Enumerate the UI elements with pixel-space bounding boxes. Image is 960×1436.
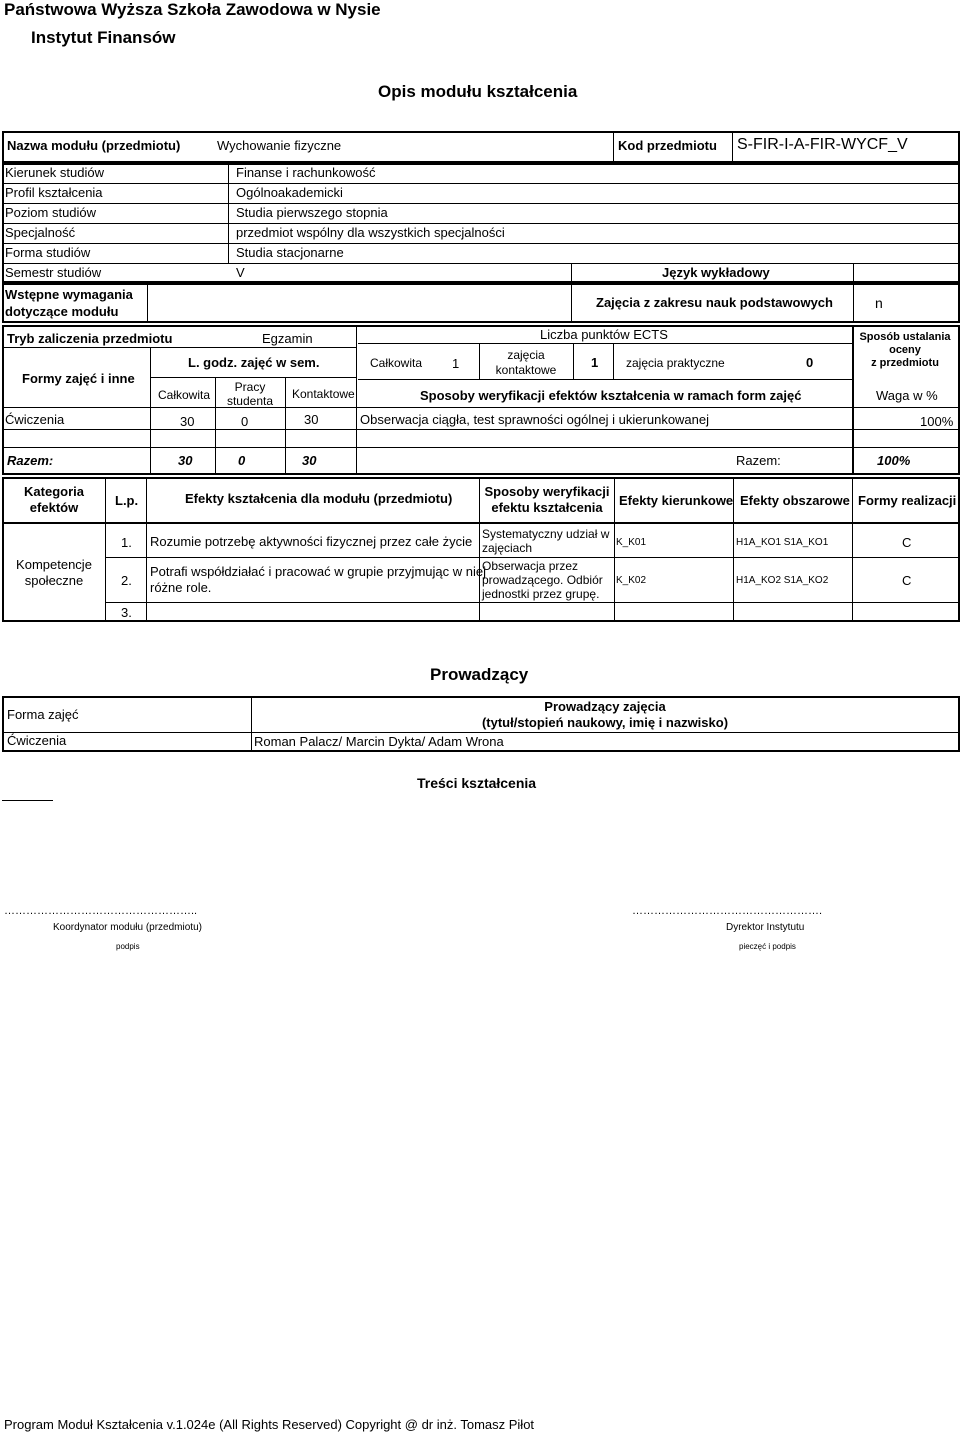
divider (2, 732, 960, 733)
outcome-verification: Obserwacja przez (482, 559, 579, 573)
divider (613, 343, 614, 379)
ects-practical-value: 0 (806, 355, 814, 370)
outcome-lp: 3. (121, 605, 132, 620)
teachers-title: Prowadzący (430, 665, 529, 684)
outcome-lp: 1. (121, 535, 132, 550)
weight-label: Waga w % (876, 388, 938, 403)
form-weight: 100% (920, 414, 954, 429)
form-student: 0 (241, 414, 249, 429)
divider (853, 263, 854, 283)
divider (852, 477, 853, 622)
teacher-header: Prowadzący zajęcia (544, 699, 666, 714)
divider (2, 447, 960, 448)
divider (106, 602, 960, 603)
divider (285, 377, 286, 475)
col-total-label: Całkowita (158, 388, 211, 402)
right-signature-line: ……………………………………………. (632, 905, 823, 917)
outcome-effect: Rozumie potrzebę aktywności fizycznej przez całe życie (150, 534, 473, 549)
divider (2, 347, 356, 348)
outcome-effect: Potrafi współdziałać i pracować w grupie przyjmując w niej (150, 564, 486, 579)
basic-sciences-value: n (875, 295, 883, 311)
content-title: Treści kształcenia (417, 775, 537, 791)
outcome-verification: zajęciach (482, 541, 533, 555)
divider (613, 131, 614, 163)
form-name: Ćwiczenia (5, 412, 65, 427)
category-label: społeczne (24, 573, 84, 588)
outcome-direction: K_K01 (616, 537, 647, 548)
field-label: Poziom studiów (5, 205, 97, 220)
prereq-label: Wstępne wymagania (5, 287, 133, 302)
code-value: S-FIR-I-A-FIR-WYCF_V (737, 136, 908, 153)
divider (105, 477, 106, 622)
left-signature-role: Koordynator modułu (przedmiotu) (53, 922, 202, 933)
divider (358, 343, 852, 344)
school-name: Państwowa Wyższa Szkoła Zawodowa w Nysie (4, 0, 381, 19)
outcomes-header-area: Efekty obszarowe (740, 493, 850, 508)
outcomes-header-forms: Formy realizacji (858, 493, 957, 508)
grade-method-label: Sposób ustalania (859, 331, 951, 343)
divider (150, 377, 356, 378)
code-label: Kod przedmiotu (618, 138, 717, 153)
outcomes-header-lp: L.p. (115, 493, 139, 508)
outcomes-header-direction: Efekty kierunkowe (619, 493, 734, 508)
divider (228, 163, 229, 263)
practical-label: zajęcia praktyczne (626, 356, 725, 370)
basic-sciences-label: Zajęcia z zakresu nauk podstawowych (596, 295, 833, 310)
outcome-direction: K_K02 (616, 575, 647, 586)
left-signature-note: podpis (116, 942, 140, 951)
field-label: Kierunek studiów (5, 165, 104, 180)
outcomes-header-verification: efektu kształcenia (491, 500, 603, 515)
field-value: przedmiot wspólny dla wszystkich specjalności (236, 225, 505, 240)
divider (147, 283, 148, 323)
teacher-names: Roman Palacz/ Marcin Dykta/ Adam Wrona (254, 734, 504, 749)
ects-total-label: Całkowita (370, 356, 423, 370)
semester-value: V (236, 265, 245, 280)
col-student-label: studenta (226, 394, 274, 408)
sum-contact: 30 (302, 453, 317, 468)
outcome-form: C (902, 573, 912, 588)
form-total: 30 (180, 414, 195, 429)
outcome-verification: Systematyczny udział w (482, 527, 610, 541)
divider (2, 263, 960, 264)
outcome-area: H1A_KO1 S1A_KO1 (736, 537, 829, 548)
field-value: Finanse i rachunkowość (236, 165, 376, 180)
footer-copyright: Program Moduł Kształcenia v.1.024e (All Rights Reserved) Copyright @ dr inż. Tomasz Piłot (4, 1417, 535, 1432)
outcomes-header-category: efektów (29, 500, 79, 515)
outcomes-header-verification: Sposoby weryfikacji (484, 484, 610, 499)
divider (2, 223, 960, 224)
grade-method-label: z przedmiotu (871, 357, 939, 369)
form-method: Obserwacja ciągła, test sprawności ogólnej i ukierunkowanej (360, 412, 710, 427)
field-value: Studia stacjonarne (236, 245, 344, 260)
ects-total-value: 1 (452, 356, 460, 371)
divider (852, 325, 854, 475)
divider (853, 283, 854, 323)
col-contact-label: Kontaktowe (292, 387, 355, 401)
hours-label: L. godz. zajęć w sem. (188, 355, 320, 370)
divider (150, 407, 151, 475)
teacher-form: Ćwiczenia (7, 733, 67, 748)
divider (106, 557, 960, 558)
teachers-form-label: Forma zajęć (7, 707, 79, 722)
outcomes-header-effects: Efekty kształcenia dla modułu (przedmiotu) (185, 491, 453, 506)
sum-label-right: Razem: (736, 453, 781, 468)
divider (573, 343, 574, 379)
divider (2, 203, 960, 204)
language-label: Język wykładowy (662, 265, 770, 280)
divider (2, 407, 960, 408)
category-label: Kompetencje (16, 557, 92, 572)
divider (358, 379, 852, 380)
divider (2, 243, 960, 244)
divider (733, 477, 734, 622)
divider (146, 477, 147, 622)
form-contact: 30 (304, 412, 319, 427)
divider (571, 263, 572, 283)
field-label: Specjalność (5, 225, 76, 240)
module-name-label: Nazwa modułu (przedmiotu) (7, 138, 181, 153)
institute-name: Instytut Finansów (31, 28, 176, 47)
sum-weight: 100% (877, 453, 911, 468)
right-signature-role: Dyrektor Instytutu (726, 922, 805, 933)
divider (614, 477, 615, 622)
divider (2, 429, 960, 430)
sum-student: 0 (238, 453, 246, 468)
divider (356, 325, 357, 475)
field-label: Forma studiów (5, 245, 91, 260)
sum-total: 30 (178, 453, 193, 468)
field-value: Studia pierwszego stopnia (236, 205, 388, 220)
contact-label: kontaktowe (495, 363, 557, 377)
outcome-area: H1A_KO2 S1A_KO2 (736, 575, 829, 586)
ects-label: Liczba punktów ECTS (540, 327, 668, 342)
semester-label: Semestr studiów (5, 265, 102, 280)
ects-contact-value: 1 (591, 355, 599, 370)
outcome-effect: różne role. (150, 580, 212, 595)
document-title: Opis modułu kształcenia (378, 82, 578, 101)
outcome-lp: 2. (121, 573, 132, 588)
divider (2, 183, 960, 184)
sum-label: Razem: (7, 453, 54, 468)
field-value: Ogólnoakademicki (236, 185, 343, 200)
content-underline (2, 800, 53, 801)
verification-label: Sposoby weryfikacji efektów kształcenia w ramach form zajęć (420, 388, 802, 403)
outcome-verification: jednostki przez grupę. (482, 587, 600, 601)
prereq-label: dotyczące modułu (5, 304, 119, 319)
field-label: Profil kształcenia (5, 185, 103, 200)
grade-method-label: oceny (889, 344, 921, 356)
outcome-verification: prowadzącego. Odbiór (482, 573, 603, 587)
col-student-label: Pracy (234, 380, 266, 394)
divider (2, 522, 960, 524)
divider (571, 283, 572, 323)
right-signature-note: pieczęć i podpis (739, 942, 796, 951)
module-name-value: Wychowanie fizyczne (217, 138, 342, 153)
mode-label: Tryb zaliczenia przedmiotu (7, 331, 173, 346)
mode-value: Egzamin (262, 331, 313, 346)
contact-label: zajęcia (507, 348, 545, 362)
outcome-form: C (902, 535, 912, 550)
divider (732, 131, 733, 163)
outcomes-header-category: Kategoria (24, 484, 84, 499)
left-signature-line: …………………………………………….. (4, 905, 198, 917)
forms-label: Formy zajęć i inne (22, 371, 135, 386)
teacher-header: (tytuł/stopień naukowy, imię i nazwisko) (481, 715, 729, 730)
